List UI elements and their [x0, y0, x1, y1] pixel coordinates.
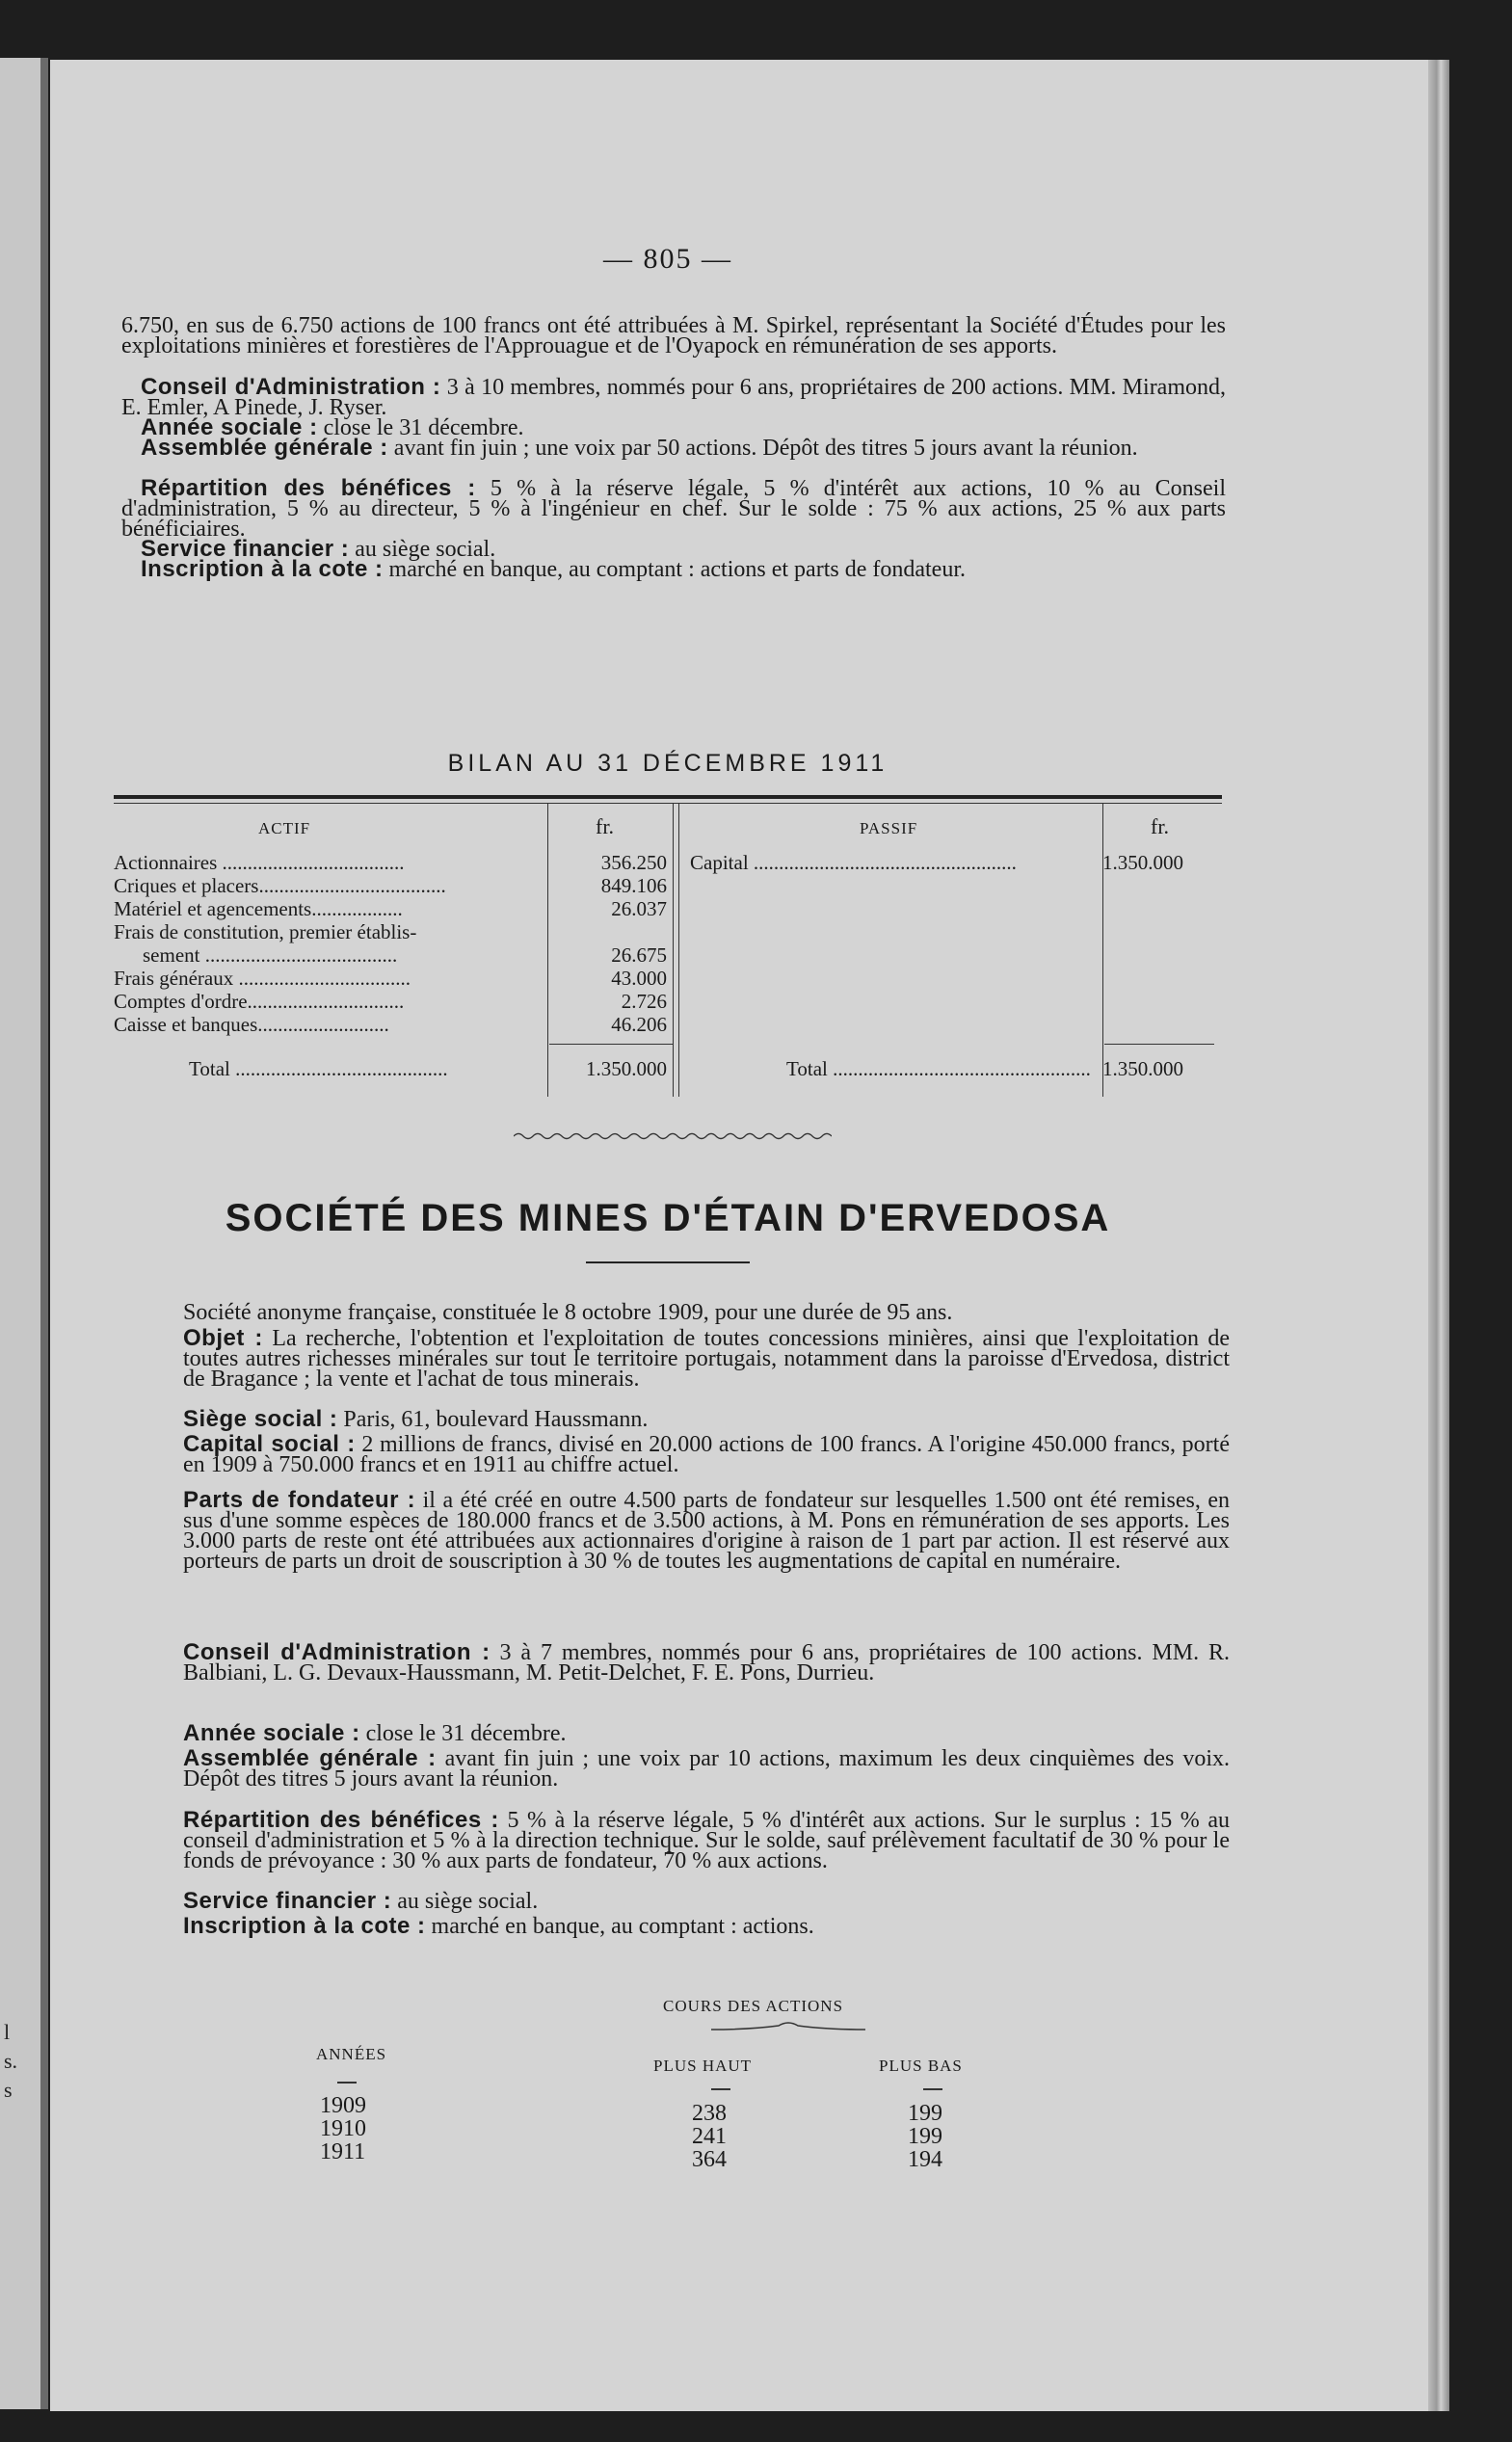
row-label: Criques et placers..................................... [114, 874, 446, 897]
item-text: il a été créé en outre 4.500 parts de fondateur sur lesquelles 1.500 ont été remises, en sus d'une somme espèces de 180.000 francs et de 3.500 actions, à M. Pons en rémunération de ses apports. Les 3.000 parts de reste ont été attribuées aux actionnaires d'origine à raison de 1 part par action. Il est réservé aux porteurs de parts un droit de souscription à 30 % de toutes les augmentations de capital en numéraire. [183, 1488, 1231, 1574]
item-label: Service financier : [141, 536, 350, 562]
row-label: Comptes d'ordre............................... [114, 990, 405, 1013]
item-text: 2 millions de francs, divisé en 20.000 actions de 100 francs. A l'origine 450.000 francs, porté en 1909 à 750.000 francs et en 1911 au chiffre actuel. [183, 1432, 1230, 1477]
row-value: 849.106 [600, 874, 667, 897]
item-label: Inscription à la cote : [141, 556, 384, 582]
wavy-separator [514, 1131, 832, 1141]
brace-icon [711, 2018, 865, 2031]
row-label: Actionnaires .................................... [114, 851, 405, 874]
sum-rule [1104, 1044, 1214, 1045]
low-header: PLUS BAS [879, 2057, 963, 2075]
info-item [183, 1431, 1230, 1490]
top-text-block [121, 313, 1227, 599]
row-label: Caisse et banques.......................... [114, 1013, 389, 1036]
info-item [121, 374, 1227, 420]
total-value: 1.350.000 [586, 1057, 667, 1080]
row-value: 46.206 [611, 1013, 667, 1036]
item-text: 5 % à la réserve légale, 5 % d'intérêt aux actions. Sur le surplus : 15 % au conseil d'administration et 5 % à la direction technique. Sur le solde, sauf prélèvement facultatif de 30 % pour le fonds de prévoyance : 30 % aux parts de fondateur, 70 % aux actions. [183, 1808, 1230, 1873]
row-label: Frais généraux .................................. [114, 967, 411, 990]
item-text: avant fin juin ; une voix par 50 actions. Dépôt des titres 5 jours avant la réunion. [393, 436, 1138, 461]
row-value: 26.675 [611, 943, 667, 967]
actif-currency: fr. [596, 814, 614, 838]
left-page-fragment: s [4, 2078, 13, 2102]
item-text: close le 31 décembre. [323, 415, 524, 440]
row-value: 1.350.000 [1102, 851, 1183, 874]
header-dash [337, 2082, 357, 2084]
cours-title: COURS DES ACTIONS [663, 1997, 844, 2015]
item-label: Répartition des bénéfices : [183, 1807, 499, 1833]
info-item [183, 1745, 1230, 1810]
book-spine [40, 58, 48, 2409]
passif-currency: fr. [1151, 814, 1169, 838]
info-item [183, 1807, 1230, 1891]
adjacent-page-edge [0, 58, 48, 2409]
header-dash [711, 2088, 730, 2090]
item-text: avant fin juin ; une voix par 10 actions, maximum les deux cinquièmes des voix. Dépôt des titres 5 jours avant la réunion. [183, 1746, 1230, 1792]
sum-rule [549, 1044, 673, 1045]
low-cell: 199 [908, 2124, 942, 2149]
info-item [121, 556, 1226, 599]
info-item [121, 475, 1226, 542]
years-header: ANNÉES [316, 2045, 387, 2063]
info-item [183, 1639, 1230, 1723]
society-text-block [183, 1300, 1231, 1941]
row-label: Frais de constitution, premier établis- [114, 920, 417, 943]
item-label: Année sociale : [183, 1720, 360, 1746]
total-label: Total ................................................... [786, 1057, 1091, 1080]
bilan-title: BILAN AU 31 DÉCEMBRE 1911 [447, 750, 889, 777]
low-cell: 194 [908, 2147, 942, 2172]
info-item [121, 435, 1226, 478]
row-value: 2.726 [621, 990, 667, 1013]
item-label: Année sociale : [141, 414, 318, 440]
item-text: au siège social. [355, 537, 496, 562]
item-label: Conseil d'Administration : [141, 374, 441, 400]
info-item [183, 1487, 1231, 1642]
left-page-fragment: s. [4, 2049, 18, 2073]
item-label: Capital social : [183, 1431, 356, 1457]
info-item [183, 1913, 1230, 1941]
left-page-fragment: l [4, 2020, 11, 2044]
item-text: marché en banque, au comptant : actions et parts de fondateur. [388, 557, 966, 582]
item-label: Parts de fondateur : [183, 1487, 416, 1513]
high-cell: 241 [692, 2124, 727, 2149]
item-label: Assemblée générale : [141, 435, 388, 461]
table-top-rule [114, 803, 1222, 804]
page-edge-shadow [1428, 60, 1449, 2411]
item-label: Siège social : [183, 1406, 338, 1432]
low-cell: 199 [908, 2101, 942, 2126]
item-text: La recherche, l'obtention et l'exploitation de toutes concessions minières, ainsi que l'exploitation de toutes autres richesses minérales sur tout le territoire portugais, notamment dans la paroisse d'Ervedosa, district de Bragance ; la vente et l'achat de tous minerais. [183, 1326, 1231, 1392]
column-divider [1102, 803, 1103, 1097]
item-text: au siège social. [397, 1889, 539, 1914]
row-label: Matériel et agencements.................. [114, 897, 403, 920]
high-header: PLUS HAUT [653, 2057, 753, 2075]
year-cell: 1910 [320, 2116, 366, 2141]
title-underline [586, 1261, 750, 1263]
column-divider [673, 803, 674, 1097]
item-text: Paris, 61, boulevard Haussmann. [343, 1407, 649, 1432]
item-label: Objet : [183, 1325, 263, 1351]
item-text: close le 31 décembre. [365, 1721, 567, 1746]
item-text: 3 à 10 membres, nommés pour 6 ans, propriétaires de 200 actions. MM. Miramond, E. Emler, A Pinede, J. Ryser. [121, 375, 1227, 420]
passif-header: PASSIF [860, 819, 918, 837]
row-value: 356.250 [600, 851, 667, 874]
item-label: Service financier : [183, 1888, 392, 1914]
item-text: 5 % à la réserve légale, 5 % d'intérêt aux actions, 10 % au Conseil d'administration, 5 % au directeur, 5 % à l'ingénieur en chef. Sur le solde : 75 % aux actions, 25 % aux parts bénéficiaires. [121, 476, 1226, 542]
page-number: — 805 — [603, 243, 732, 275]
column-divider [547, 803, 548, 1097]
row-value: 26.037 [611, 897, 667, 920]
header-dash [923, 2088, 942, 2090]
actif-header: ACTIF [258, 819, 311, 837]
total-label: Total .......................................... [189, 1057, 448, 1080]
page [50, 60, 1428, 2411]
total-value: 1.350.000 [1102, 1057, 1183, 1080]
high-cell: 238 [692, 2101, 727, 2126]
balance-sheet-table [114, 795, 1222, 1103]
item-text: 3 à 7 membres, nommés pour 6 ans, propriétaires de 100 actions. MM. R. Balbiani, L. G. Devaux-Haussmann, M. Petit-Delchet, F. E. Pons, Durrieu. [183, 1640, 1230, 1686]
year-cell: 1911 [320, 2139, 366, 2164]
row-value: 43.000 [611, 967, 667, 990]
item-label: Inscription à la cote : [183, 1913, 426, 1939]
high-cell: 364 [692, 2147, 727, 2172]
year-cell: 1909 [320, 2093, 366, 2118]
item-text: marché en banque, au comptant : actions. [431, 1914, 814, 1939]
row-label: sement ...................................... [143, 943, 398, 967]
intro-paragraph: 6.750, en sus de 6.750 actions de 100 francs ont été attribuées à M. Spirkel, représentant la Société d'Études pour les exploitations minières et forestières de l'Approuague et de l'Oyapock en rémunération de ses apports. [121, 313, 1226, 358]
society-title: SOCIÉTÉ DES MINES D'ÉTAIN D'ERVEDOSA [225, 1197, 1111, 1239]
row-label: Capital .................................................... [690, 851, 1017, 874]
info-item [183, 1325, 1231, 1409]
column-divider [678, 803, 679, 1097]
item-label: Assemblée générale : [183, 1745, 437, 1771]
item-label: Conseil d'Administration : [183, 1639, 491, 1665]
intro-paragraph: Société anonyme française, constituée le 8 octobre 1909, pour une durée de 95 ans. [183, 1300, 953, 1325]
item-label: Répartition des bénéfices : [141, 475, 476, 501]
table-top-rule [114, 795, 1222, 799]
